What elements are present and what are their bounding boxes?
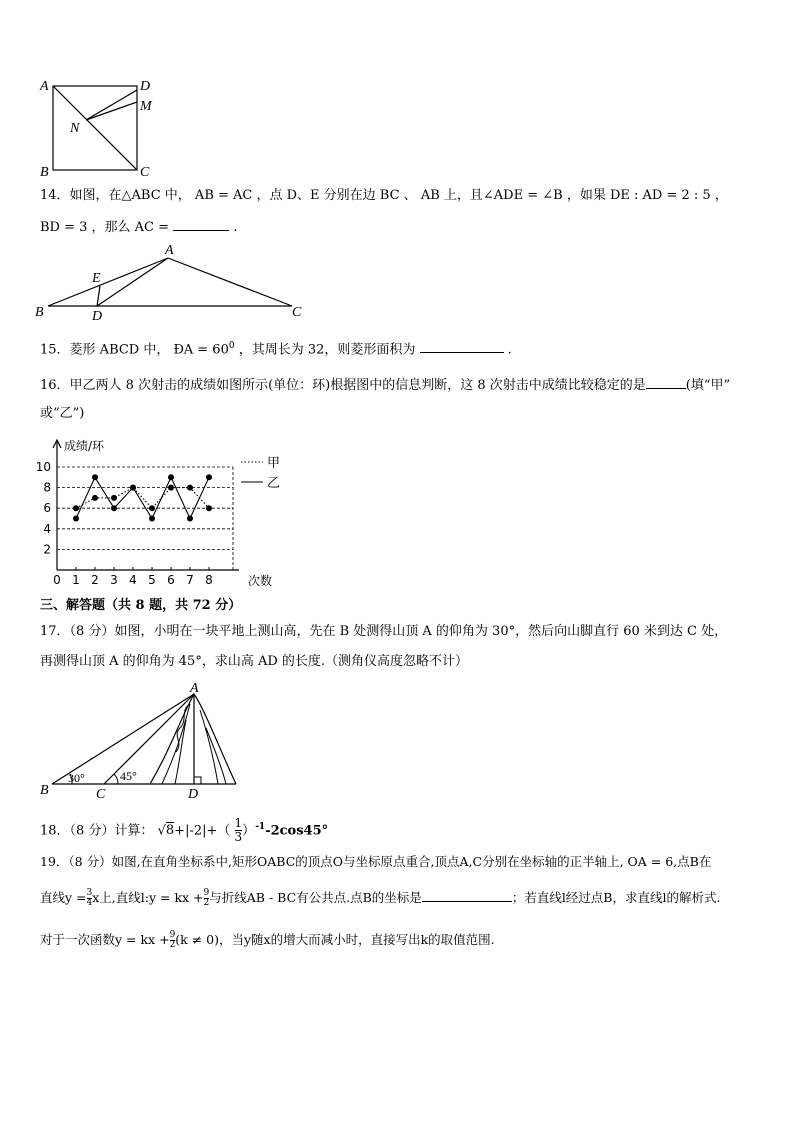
x-tick-label: 5 [148,573,156,587]
q19-l3b: (k ≠ 0)，当y随x的增大而减小时，直接写出k的取值范围. [175,932,495,947]
x-tick-label: 6 [167,573,175,587]
chart-xlabel: 次数 [248,574,273,588]
mt-label-A: A [190,681,199,696]
y-tick-label: 10 [35,460,51,474]
label-B: B [40,165,49,180]
q19-l2c: 与折线AB - BC有公共点.点B的坐标是 [209,890,422,905]
x-tick-label: 4 [129,573,137,587]
data-point [149,505,155,511]
mt-label-B: B [40,783,49,798]
q16-line2: 或“乙”) [40,406,85,421]
q18-sqrt-value: 8 [165,823,175,839]
q19-l3a: 对于一次函数y = kx + [40,932,170,947]
legend-label: 甲 [267,456,281,471]
q15-text-b: ，其周长为 32，则菱形面积为 [234,342,416,358]
q14-line2 [40,216,237,238]
chart-ylabel: 成绩/环 [64,439,105,453]
q16-answer-blank [646,374,686,389]
label-D: D [140,79,151,94]
q19-line3 [40,928,495,952]
q19-l2b: x上,直线l:y = kx + [92,890,204,905]
data-point [187,485,193,491]
data-point [187,516,193,522]
shooting-chart [30,432,300,592]
q17-line1: 17．（8 分）如图，小明在一块平地上测山高，先在 B 处测得山顶 A 的仰角为 30°，然后向山脚直行 60 米到达 C 处， [40,624,728,639]
mt-label-D: D [188,787,199,802]
q19-line2 [40,886,720,910]
q18-exponent: -1 [255,822,266,832]
q15-sup: 0 [228,341,235,351]
q18-frac-den: 3 [234,830,243,845]
y-tick-label: 2 [43,542,51,557]
square-figure [30,72,170,182]
q14-text: BD = 3 ，那么 AC = [40,220,170,235]
y-tick-label: 8 [43,480,51,495]
data-point [92,495,98,501]
tri-label-B: B [35,305,44,320]
q18-prefix: 18．（8 分）计算： [40,823,154,839]
q15-period: . [507,342,512,358]
q19-frac2-den: 2 [203,898,210,908]
q14-period: . [233,220,238,235]
data-point [111,505,117,511]
x-tick-label: 7 [186,573,194,587]
q15-line [40,336,512,360]
q19-l2a: 直线y = [40,890,87,905]
data-point [130,485,136,491]
q18-frac-num: 1 [234,816,243,831]
q19-frac1-num: 3 [86,888,93,898]
mt-angle45: 45° [120,769,137,783]
q14-answer-blank [173,216,229,231]
tri-label-D: D [92,309,103,324]
data-point [168,485,174,491]
label-N: N [70,121,80,136]
q18-line: 18．（8 分）计算： √8+|-2|+（ $\frac{1}{3}$ ）$^{-1}$-2cos45° [40,816,329,845]
q19-line1: 19．（8 分）如图,在直角坐标系中,矩形OABC的顶点O与坐标原点重合,顶点A,C分别在坐标轴的正半轴上, OA = 6,点B在 [40,854,712,869]
q16-text: 16．甲乙两人 8 次射击的成绩如图所示(单位：环)根据图中的信息判断，这 8 次射击中成绩比较稳定的是 [40,378,646,393]
label-C: C [140,165,150,180]
mt-label-C: C [96,787,106,802]
data-point [206,474,212,480]
x-tick-label: 3 [110,573,118,587]
section-heading: 三、解答题（共 8 题，共 72 分） [40,598,242,613]
q15-text-a: 15．菱形 ABCD 中， ÐA = 60 [40,342,229,358]
q16-line1 [40,374,730,396]
q19-frac1-den: 4 [86,898,93,908]
data-point [168,474,174,480]
q16-hint: (填“甲” [685,378,731,393]
triangle-figure [30,238,320,324]
x-tick-label: 0 [53,573,61,587]
label-M: M [140,99,152,114]
x-tick-label: 8 [205,573,213,587]
data-point [206,505,212,511]
q18-abs: +|-2|+（ [174,823,231,839]
q14-line1: 14．如图，在△ABC 中， AB = AC ，点 D、E 分别在边 BC 、 AB 上，且∠ADE = ∠B ，如果 DE : AD = 2 : 5 ， [40,188,728,203]
data-point [73,505,79,511]
q15-answer-blank [420,338,504,353]
q18-fraction [235,817,243,844]
q17-line2: 再测得山顶 A 的仰角为 45°，求山高 AD 的长度.（测角仪高度忽略不计） [40,654,469,669]
label-A: A [40,79,49,94]
data-point [149,516,155,522]
mt-angle30: 30° [68,771,85,785]
q19-frac2-num: 9 [203,888,210,898]
x-tick-label: 2 [91,573,99,587]
tri-label-E: E [92,271,101,286]
q19-frac3-den: 2 [169,940,176,950]
data-point [92,474,98,480]
q19-frac3-num: 9 [169,930,176,940]
q18-suffix: -2cos45° [265,823,329,839]
data-point [111,495,117,501]
q19-answer-blank [422,887,512,902]
legend-label: 乙 [267,476,281,491]
q19-l2d: ；若直线l经过点B，求直线l的解析式. [511,890,721,905]
q18-sqrt-sign: √ [157,823,166,839]
mountain-figure [30,680,250,802]
data-point [73,516,79,522]
tri-label-C: C [292,305,302,320]
tri-label-A: A [165,243,174,258]
x-tick-label: 1 [72,573,80,587]
y-tick-label: 4 [43,521,51,536]
y-tick-label: 6 [43,501,51,516]
